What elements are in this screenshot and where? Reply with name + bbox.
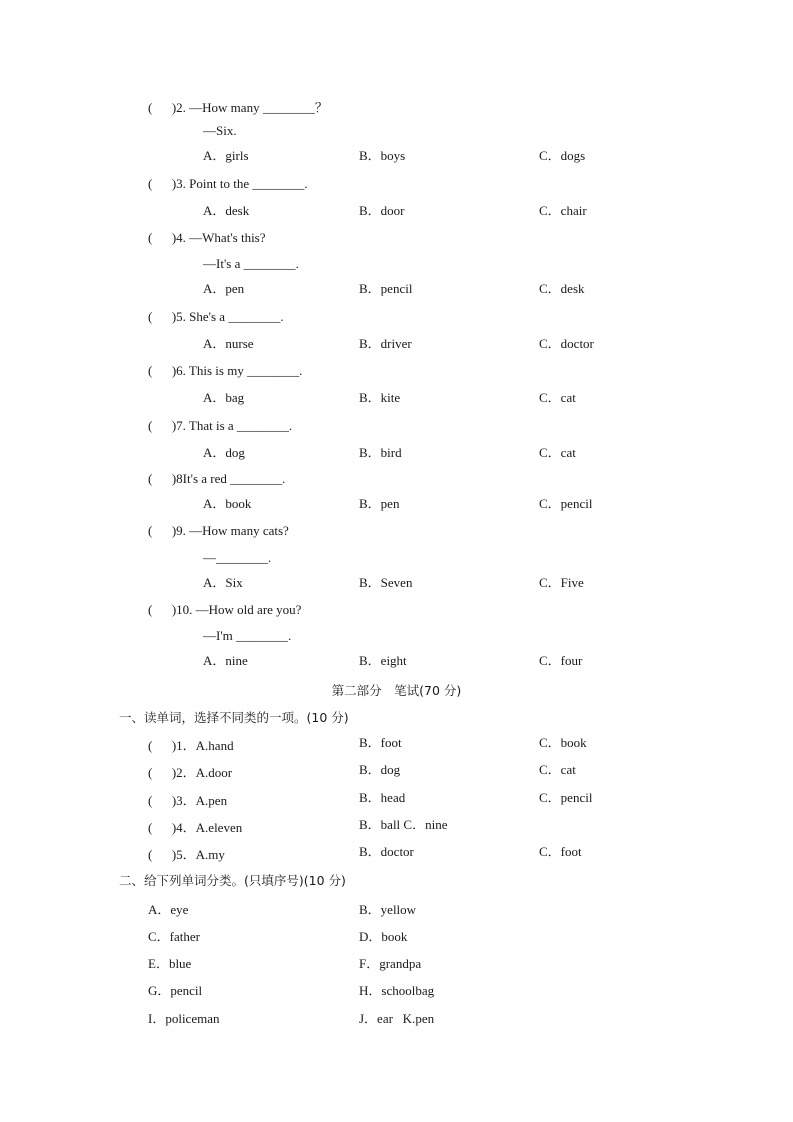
word-left: C．father <box>148 929 200 944</box>
word-row-4 <box>0 980 793 996</box>
question-8 <box>0 471 793 487</box>
question-10 <box>0 602 793 618</box>
question-stem: ( )10. —How old are you? <box>148 602 302 617</box>
option-b: B．foot <box>359 735 402 750</box>
option-b: B．pencil <box>359 281 413 296</box>
odd-one-out-item-1 <box>0 735 793 751</box>
option-a: A．dog <box>203 445 245 460</box>
question-6-options <box>0 390 793 406</box>
question-4-response <box>0 256 793 272</box>
section-two-title: 二、给下列单词分类。(只填序号)(10 分) <box>119 873 346 888</box>
word-row-2 <box>0 926 793 942</box>
option-a: A．Six <box>203 575 243 590</box>
option-c: C．foot <box>539 844 582 859</box>
question-3-options <box>0 203 793 219</box>
response-line: —Six. <box>203 123 237 138</box>
question-3 <box>0 176 793 192</box>
option-b: B．kite <box>359 390 401 405</box>
word-left: E．blue <box>148 956 192 971</box>
option-c: C．pencil <box>539 496 593 511</box>
option-c: C．cat <box>539 762 576 777</box>
word-left: A．eye <box>148 902 189 917</box>
odd-one-out-item-3 <box>0 790 793 806</box>
question-2 <box>0 97 793 113</box>
item-stem: ( )3．A.pen <box>148 793 228 808</box>
question-stem: ( )3. Point to the ________. <box>148 176 308 191</box>
option-a: A．book <box>203 496 252 511</box>
option-a: A．bag <box>203 390 245 405</box>
word-right: F．grandpa <box>359 956 422 971</box>
word-right: B．yellow <box>359 902 417 917</box>
option-c: C．book <box>539 735 587 750</box>
option-b: B．dog <box>359 762 401 777</box>
option-c: C．doctor <box>539 336 594 351</box>
question-4-options <box>0 281 793 297</box>
option-c: C．dogs <box>539 148 586 163</box>
question-9-options <box>0 575 793 591</box>
question-10-response <box>0 628 793 644</box>
question-7 <box>0 418 793 434</box>
option-a: A．desk <box>203 203 250 218</box>
item-stem: ( )5．A.my <box>148 847 225 862</box>
option-a: A．nine <box>203 653 248 668</box>
option-b: B．doctor <box>359 844 414 859</box>
word-row-1 <box>0 899 793 915</box>
option-b: B．ball C．nine <box>359 817 448 832</box>
question-5-options <box>0 336 793 352</box>
question-10-options <box>0 653 793 669</box>
question-stem: ( )9. —How many cats? <box>148 523 289 538</box>
odd-one-out-item-2 <box>0 762 793 778</box>
word-left: I．policeman <box>148 1011 220 1026</box>
odd-one-out-item-4 <box>0 817 793 833</box>
question-9 <box>0 523 793 539</box>
question-stem: ( )6. This is my ________. <box>148 363 303 378</box>
option-b: B．door <box>359 203 405 218</box>
option-a: A．pen <box>203 281 245 296</box>
option-c: C．four <box>539 653 583 668</box>
question-2-response <box>0 123 793 139</box>
option-b: B．driver <box>359 336 412 351</box>
option-a: A．nurse <box>203 336 254 351</box>
question-8-options <box>0 496 793 512</box>
question-5 <box>0 309 793 325</box>
response-line: —It's a ________. <box>203 256 299 271</box>
question-6 <box>0 363 793 379</box>
option-c: C．desk <box>539 281 585 296</box>
question-stem: ( )2. —How many ________？ <box>148 100 328 115</box>
question-stem: ( )8It's a red ________. <box>148 471 286 486</box>
option-b: B．head <box>359 790 406 805</box>
option-a: A．girls <box>203 148 249 163</box>
item-stem: ( )1．A.hand <box>148 738 234 753</box>
word-left: G．pencil <box>148 983 203 998</box>
word-row-3 <box>0 953 793 969</box>
option-b: B．Seven <box>359 575 413 590</box>
option-b: B．eight <box>359 653 407 668</box>
option-c: C．pencil <box>539 790 593 805</box>
response-line: —________. <box>203 550 272 565</box>
item-stem: ( )2．A.door <box>148 765 233 780</box>
item-stem: ( )4．A.eleven <box>148 820 243 835</box>
question-9-response <box>0 550 793 566</box>
option-b: B．pen <box>359 496 400 511</box>
option-c: C．chair <box>539 203 587 218</box>
word-right: J．ear K.pen <box>359 1011 435 1026</box>
option-c: C．cat <box>539 390 576 405</box>
part-two-title: 第二部分 笔试(70 分) <box>331 683 462 698</box>
option-b: B．bird <box>359 445 402 460</box>
question-stem: ( )7. That is a ________. <box>148 418 293 433</box>
odd-one-out-item-5 <box>0 844 793 860</box>
word-right: D．book <box>359 929 408 944</box>
question-4 <box>0 230 793 246</box>
question-2-options <box>0 148 793 164</box>
word-right: H．schoolbag <box>359 983 435 998</box>
section-one-title: 一、读单词，选择不同类的一项。(10 分) <box>119 710 349 725</box>
response-line: —I'm ________. <box>203 628 292 643</box>
question-stem: ( )5. She's a ________. <box>148 309 284 324</box>
option-c: C．cat <box>539 445 576 460</box>
question-7-options <box>0 445 793 461</box>
option-c: C．Five <box>539 575 584 590</box>
option-b: B．boys <box>359 148 406 163</box>
question-stem: ( )4. —What's this? <box>148 230 266 245</box>
word-row-5 <box>0 1008 793 1024</box>
